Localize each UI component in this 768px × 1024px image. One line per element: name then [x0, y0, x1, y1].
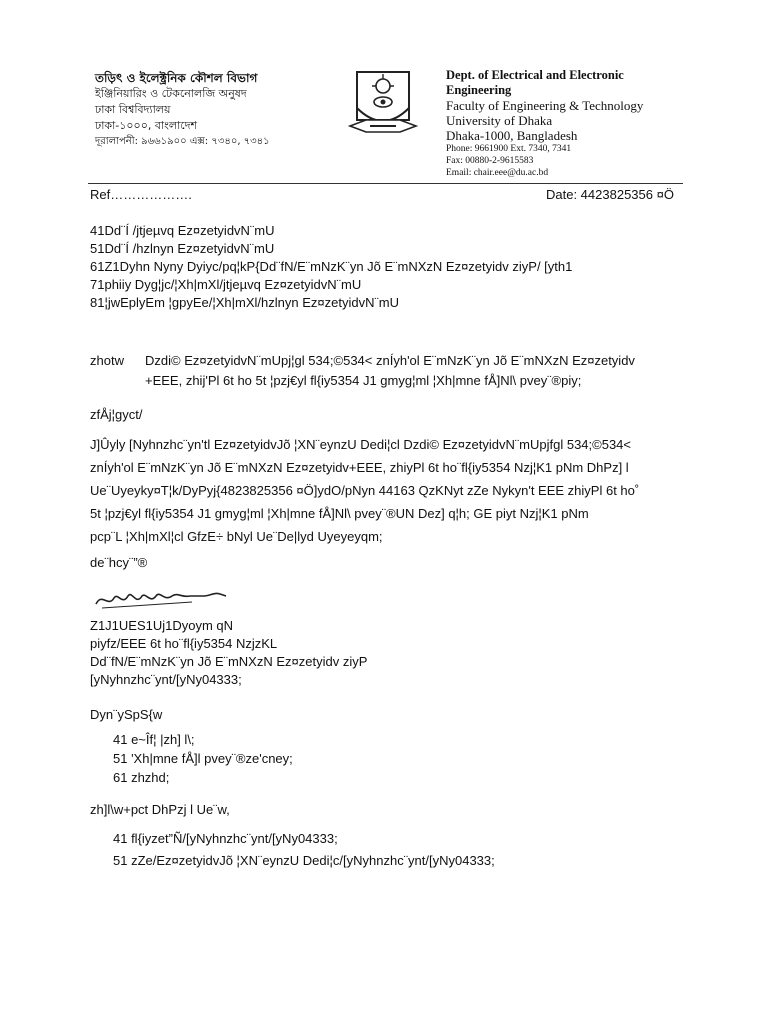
copy-list [113, 828, 495, 872]
header-divider [88, 183, 683, 184]
address: Dhaka-1000, Bangladesh [446, 128, 578, 143]
body-line: znÍyh'ol E¨mNzK¨yn Jõ E¨mNXzN Ez¤zetyidv+EEE, zhiyPl 6t ho¨fl{iy5354 Nzj¦K1 pNm DhPz] l [90, 460, 629, 475]
enclosure-item: 51 'Xh|mne fÅ]l pvey¨®ze'cney; [113, 751, 293, 766]
recipient-line: 81¦jwEplyEm ¦gpyEe/¦Xh|mXl/hzlnyn Ez¤zetyidvN¨mU [90, 295, 400, 310]
bn-phone: দূরালাপনী: ৯৬৬১৯০০ এক্স: ৭৩৪০, ৭৩৪১ [95, 136, 270, 147]
copy-label: zh]l\w+pct DhPzj l Ue¨w, [90, 802, 230, 817]
date: Date: 4423825356 ¤Ö [546, 187, 674, 202]
university-name: University of Dhaka [446, 113, 553, 128]
signatory-name: Z1J1UES1Uj1Dyoym qN [90, 618, 234, 633]
body-paragraph [90, 433, 690, 548]
recipient-line: 71phiiy Dyg¦jc/¦Xh|mXl/jtjeµvq Ez¤zetyidvN¨mU [90, 277, 362, 292]
enclosure-item: 61 zhzhd; [113, 770, 170, 785]
body-line: 5t ¦pzj€yl fl{iy5354 J1 gmyg¦ml ¦Xh|mne fÅ]Nl\ pvey¨®UN Dez] q¦h; GE piyt Nzj¦K1 pNm [90, 506, 589, 521]
reference: Ref………………. [90, 187, 192, 202]
signatory-title: piyfz/EEE 6t ho¨fl{iy5354 NzjzKL [90, 636, 278, 651]
dept-name: Dept. of Electrical and Electronic [446, 68, 624, 82]
bn-address: ঢাকা-১০০০, বাংলাদেশ [95, 119, 197, 132]
recipient-line: 51Dd¨Í /hzlnyn Ez¤zetyidvN¨mU [90, 241, 275, 256]
body-line: Ue¨Uyeyky¤T¦k/DyPyj{4823825356 ¤Ö]ydO/pNyn 44163 QzKNyt zZe Nykyn't EEE zhiyPl 6t ho˚ [90, 483, 640, 498]
faculty-name: Faculty of Engineering & Technology [446, 98, 644, 113]
fax: Fax: 00880-2-9615583 [446, 156, 534, 166]
enclosure-label: Dyn¨ySpS{w [90, 707, 163, 722]
bn-university: ঢাকা বিশ্ববিদ্যালয় [95, 103, 171, 116]
subject-line: +EEE, zhij'Pl 6t ho 5t ¦pzj€yl fl{iy5354 J1 gmyg¦ml ¦Xh|mne fÅ]Nl\ pvey¨®piy; [145, 373, 582, 388]
copy-item: 51 zZe/Ez¤zetyidvJõ ¦XN¨eynzU Dedi¦c/[yNyhnzhc¨ynt/[yNy04333; [113, 853, 495, 868]
signatory-institution: [yNyhnzhc¨ynt/[yNy04333; [90, 672, 242, 687]
body-line: J]Ûyly [Nyhnzhc¨yn'tl Ez¤zetyidvJõ ¦XN¨eynzU Dedi¦cl Dzdi© Ez¤zetyidvN¨mUpjfgl 534;©534< [90, 437, 631, 452]
bn-faculty: ইঞ্জিনিয়ারিং ও টেকনোলজি অনুষদ [95, 87, 247, 100]
subject-label: zhotw [90, 353, 124, 368]
closing: de¨hcy¨”® [90, 555, 148, 570]
phone: Phone: 9661900 Ext. 7340, 7341 [446, 144, 572, 154]
email: Email: chair.eee@du.ac.bd [446, 168, 549, 178]
dept-name-2: Engineering [446, 83, 512, 97]
enclosure-list [113, 730, 293, 787]
letterhead-bengali [95, 70, 335, 150]
subject-line: Dzdi© Ez¤zetyidvN¨mUpj¦gl 534;©534< znÍyh'ol E¨mNzK¨yn Jõ E¨mNXzN Ez¤zetyidv [145, 353, 635, 368]
letterhead-english [446, 68, 746, 179]
bn-dept-name: তড়িৎ ও ইলেক্ট্রনিক কৌশল বিভাগ [95, 71, 258, 85]
university-logo [346, 68, 420, 140]
salutation: zfÅj¦gyct/ [90, 407, 143, 422]
body-line: pcp¨L ¦Xh|mXl¦cl GfzE÷ bNyl Ue¨De|lyd Uyeyeyqm; [90, 529, 383, 544]
enclosure-item: 41 e~Îf¦ |zh] l\; [113, 732, 195, 747]
signatory-dept: Dd¨fN/E¨mNzK¨yn Jõ E¨mNXzN Ez¤zetyidv ziyP [90, 654, 368, 669]
recipient-line: 41Dd¨Í /jtjeµvq Ez¤zetyidvN¨mU [90, 223, 275, 238]
handwritten-signature [92, 584, 232, 614]
recipient-line: 61Z1Dyhn Nyny Dyiyc/pq¦kP{Dd¨fN/E¨mNzK¨yn Jõ E¨mNXzN Ez¤zetyidv ziyP/ [yth1 [90, 259, 573, 274]
copy-item: 41 fl{iyzet”Ñ/[yNyhnzhc¨ynt/[yNy04333; [113, 831, 338, 846]
